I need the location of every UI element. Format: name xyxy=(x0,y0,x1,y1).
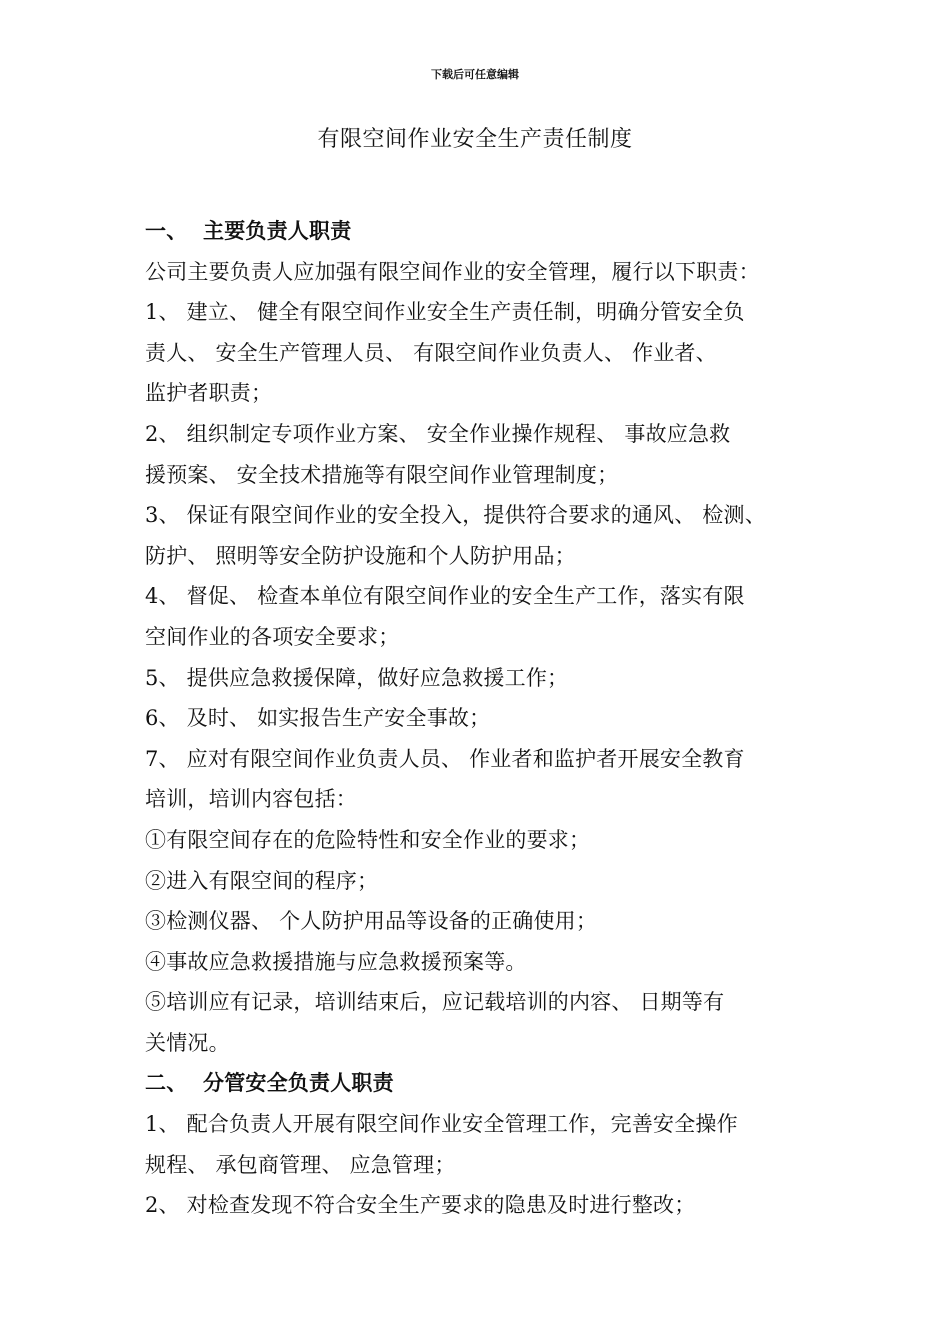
paragraph-line: 1、 建立、 健全有限空间作业安全生产责任制，明确分管安全负 xyxy=(145,300,745,325)
paragraph-line: 7、 应对有限空间作业负责人员、 作业者和监护者开展安全教育 xyxy=(145,746,745,771)
section-heading xyxy=(145,211,825,252)
paragraph-line: 1、 配合负责人开展有限空间作业安全管理工作，完善安全操作 xyxy=(145,1112,738,1137)
paragraph-line: 关情况。 xyxy=(145,1030,230,1055)
document-body xyxy=(145,211,825,1226)
paragraph-line: 监护者职责； xyxy=(145,381,273,406)
paragraph-line: 空间作业的各项安全要求； xyxy=(145,624,400,649)
paragraph-line: 援预案、 安全技术措施等有限空间作业管理制度； xyxy=(145,462,619,487)
paragraph-line: 2、 组织制定专项作业方案、 安全作业操作规程、 事故应急救 xyxy=(145,421,731,446)
paragraph-line: 公司主要负责人应加强有限空间作业的安全管理，履行以下职责： xyxy=(145,259,760,284)
section-heading xyxy=(145,1063,825,1104)
paragraph-line: 5、 提供应急救援保障，做好应急救援工作； xyxy=(145,665,569,690)
paragraph-line: ①有限空间存在的危险特性和安全作业的要求； xyxy=(145,827,591,852)
section-title: 主要负责人职责 xyxy=(203,219,352,243)
section-number: 一、 xyxy=(145,219,188,243)
paragraph-line: 防护、 照明等安全防护设施和个人防护用品； xyxy=(145,543,576,568)
paragraph-line: 责人、 安全生产管理人员、 有限空间作业负责人、 作业者、 xyxy=(145,340,717,365)
paragraph-line: 2、 对检查发现不符合安全生产要求的隐患及时进行整改； xyxy=(145,1193,696,1218)
paragraph-line: 培训，培训内容包括： xyxy=(145,787,357,812)
paragraph-line: 4、 督促、 检查本单位有限空间作业的安全生产工作，落实有限 xyxy=(145,584,745,609)
paragraph-line: 6、 及时、 如实报告生产安全事故； xyxy=(145,706,491,731)
paragraph-line: ④事故应急救援措施与应急救援预案等。 xyxy=(145,949,527,974)
paragraph-line: ②进入有限空间的程序； xyxy=(145,868,379,893)
header-note: 下载后可任意编辑 xyxy=(431,68,519,81)
paragraph-line: 规程、 承包商管理、 应急管理； xyxy=(145,1152,456,1177)
document-title: 有限空间作业安全生产责任制度 xyxy=(317,127,633,152)
section-title: 分管安全负责人职责 xyxy=(203,1071,394,1096)
section-number: 二、 xyxy=(145,1071,188,1096)
paragraph-line: 3、 保证有限空间作业的安全投入，提供符合要求的通风、 检测、 xyxy=(145,503,766,528)
paragraph-line: ③检测仪器、 个人防护用品等设备的正确使用； xyxy=(145,909,598,934)
paragraph-line: ⑤培训应有记录，培训结束后，应记载培训的内容、 日期等有 xyxy=(145,990,725,1015)
